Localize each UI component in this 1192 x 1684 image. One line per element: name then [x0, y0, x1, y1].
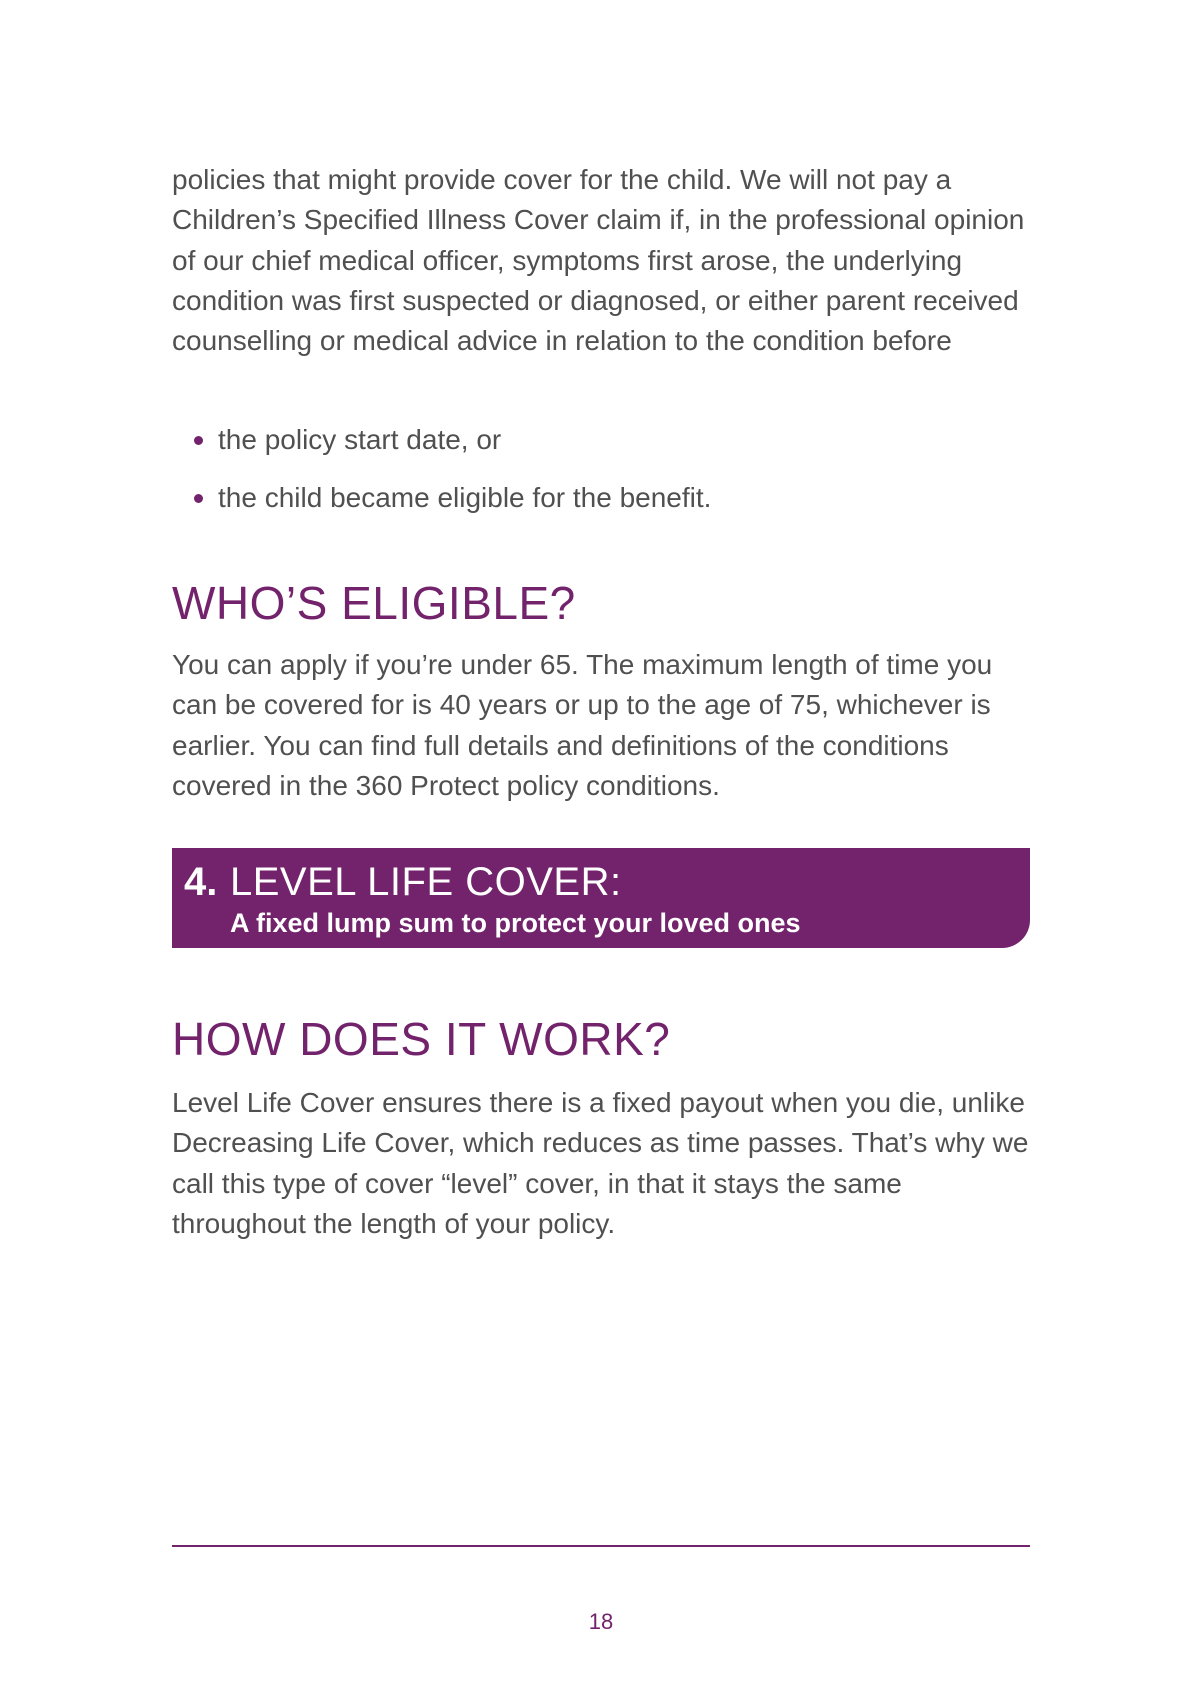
list-item [194, 420, 711, 460]
how-it-works-heading: HOW DOES IT WORK? [172, 1013, 671, 1065]
bullet-icon [194, 436, 203, 445]
how-it-works-paragraph: Level Life Cover ensures there is a fixed payout when you die, unlike Decreasing Life Cover, which reduces as time passes. That’s why we call this type of cover “level” cover, in that it stays the same throughout the length of your policy. [172, 1087, 1029, 1239]
document-page [172, 0, 1030, 1684]
page-number: 18 [588, 1609, 614, 1634]
list-item-text: the policy start date, or [218, 424, 502, 455]
condition-bullet-list [194, 420, 711, 536]
footer-divider [172, 1545, 1030, 1547]
intro-paragraph: policies that might provide cover for the child. We will not pay a Children’s Specified Illness Cover claim if, in the professional opinion of our chief medical officer, symptoms first arose, the underlying condition was first suspected or diagnosed, or either parent received counselling or medical advice in relation to the condition before [172, 164, 1025, 357]
section-banner [172, 848, 1030, 948]
eligible-paragraph: You can apply if you’re under 65. The maximum length of time you can be covered for is 40 years or up to the age of 75, whichever is earlier. You can find full details and definitions of the conditions covered in the 360 Protect policy conditions. [172, 649, 993, 801]
list-item [194, 478, 711, 518]
banner-subtitle: A fixed lump sum to protect your loved ones [230, 908, 801, 938]
eligible-heading: WHO’S ELIGIBLE? [172, 577, 576, 629]
banner-title: LEVEL LIFE COVER: [230, 860, 622, 904]
list-item-text: the child became eligible for the benefit. [218, 482, 712, 513]
banner-number: 4. [184, 860, 218, 904]
bullet-icon [194, 494, 203, 503]
